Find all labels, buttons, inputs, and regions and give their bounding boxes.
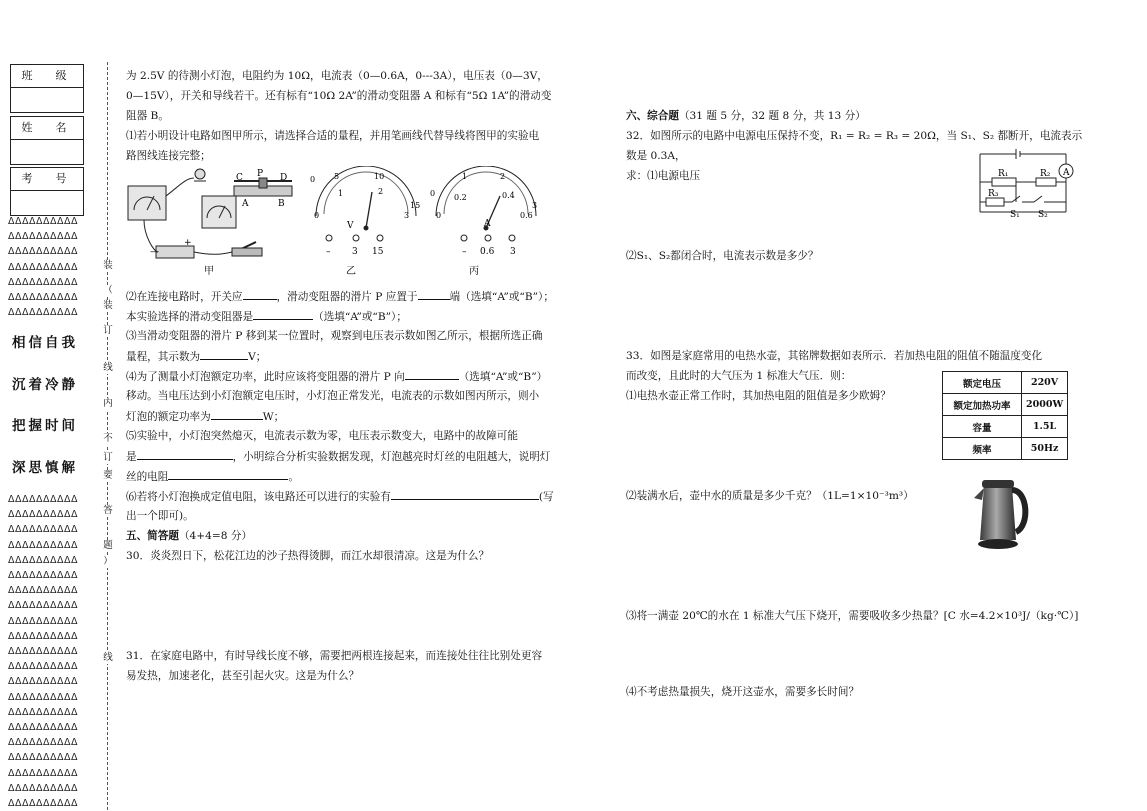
triangle-row: ΔΔΔΔΔΔΔΔΔΔ [8, 661, 78, 673]
blank-resistance-conclusion[interactable] [168, 466, 288, 480]
q29-p4-text-a: ⑷为了测量小灯泡额定功率，此时应该将变阻器的滑片 P 向 [126, 371, 405, 383]
triangle-row: ΔΔΔΔΔΔΔΔΔΔ [8, 630, 78, 642]
question-33-line2: 而改变，且此时的大气压为 1 标准大气压．则： [626, 370, 852, 382]
exam-no-label: 考 号 [11, 168, 83, 191]
triangle-row: ΔΔΔΔΔΔΔΔΔΔ [8, 615, 78, 627]
label-B: B [278, 199, 285, 209]
q29-p5-text-a: 是 [126, 451, 137, 463]
resistor-r1 [992, 178, 1016, 186]
q29-p6-text-b: (写 [538, 491, 554, 503]
triangle-row: ΔΔΔΔΔΔΔΔΔΔ [8, 798, 78, 809]
triangle-row: ΔΔΔΔΔΔΔΔΔΔ [8, 261, 78, 273]
binding-char: 装 [103, 260, 113, 271]
amp-letter: A [484, 219, 491, 229]
blank-fault-cause[interactable] [137, 446, 233, 460]
voltmeter-jia [202, 196, 236, 228]
section-5-score: （4+4=8 分） [178, 530, 253, 542]
q29-p2b-text-a: 本实验选择的滑动变阻器是 [126, 311, 254, 323]
binding-char: 订 [103, 452, 113, 463]
binding-char: 答 [103, 505, 113, 516]
kettle-image [972, 476, 1032, 552]
q29-part5-3 [126, 466, 299, 487]
table-row [943, 438, 1068, 460]
question-33-part2: ⑵装满水后，壶中水的质量是多少千克？（1L=1×10⁻³m³） [626, 490, 914, 502]
answer-area-33[interactable] [626, 706, 1076, 796]
section-5-title: 五、简答题 [126, 530, 179, 542]
q29-p2-text-b: ，滑动变阻器的滑片 P 应置于 [276, 291, 418, 303]
question-33-part3: ⑶将一满壶 20℃的水在 1 标准大气压下烧开，需要吸收多少热量？[C 水=4.2×10³J/（kg·℃）] [626, 610, 1079, 622]
q29-intro-3: 阻器 B。 [126, 110, 169, 122]
amp-outer-0: 0 [430, 189, 436, 198]
blank-rated-power[interactable] [211, 406, 263, 420]
s1-label: S₁ [1010, 210, 1020, 220]
triangle-row: ΔΔΔΔΔΔΔΔΔΔ [8, 539, 78, 551]
question-32-ask-1: 求：⑴电源电压 [626, 170, 701, 182]
q29-p2-text-a: ⑵在连接电路时，开关应 [126, 291, 243, 303]
class-box [10, 64, 84, 113]
r3-label: R₃ [988, 189, 999, 199]
q29-part5-1: ⑸实验中，小灯泡突然熄灭，电流表示数为零，电压表示数变大，电路中的故障可能 [126, 430, 518, 442]
q29-p3-text-a: 量程，其示数为 [126, 351, 201, 363]
table-row [943, 394, 1068, 416]
binding-char: 内 [103, 398, 113, 409]
q29-p5-text-b: ，小明综合分析实验数据发现，灯泡越亮时灯丝的电阻越大，说明灯 [232, 451, 551, 463]
q29-p5-text-d: 。 [288, 471, 299, 483]
label-A: A [242, 199, 249, 209]
q29-part4-3 [126, 406, 284, 427]
answer-area-31[interactable] [126, 690, 586, 800]
triangle-row: ΔΔΔΔΔΔΔΔΔΔ [8, 782, 78, 794]
q29-p2-text-c: 端（选填“A”或“B”）； [449, 291, 554, 303]
triangle-row: ΔΔΔΔΔΔΔΔΔΔ [8, 691, 78, 703]
amp-inner-1: 0.2 [454, 193, 467, 202]
triangle-row: ΔΔΔΔΔΔΔΔΔΔ [8, 216, 78, 227]
question-33-part4: ⑷不考虑热量损失，烧开这壶水，需要多长时间？ [626, 686, 860, 698]
q29-part2b [126, 306, 407, 327]
binding-char: 订 [103, 325, 113, 336]
triangle-row: ΔΔΔΔΔΔΔΔΔΔ [8, 524, 78, 536]
spec-key: 额定加热功率 [943, 394, 1022, 416]
spec-value: 1.5L [1022, 416, 1068, 438]
q29-p5-text-c: 丝的电阻 [126, 471, 169, 483]
question-30: 30．炎炎烈日下，松花江边的沙子热得烫脚，而江水却很清凉。这是为什么？ [126, 550, 490, 562]
q29-p4-text-b: （选填“A”或“B”） [458, 371, 548, 383]
spec-value: 50Hz [1022, 438, 1068, 460]
volt-inner-2: 2 [378, 187, 384, 196]
spec-key: 频率 [943, 438, 1022, 460]
motto-1: 相信自我 [12, 335, 78, 351]
blank-voltage-reading[interactable] [200, 346, 248, 360]
amp-term-minus: – [462, 247, 467, 257]
motto-4: 深思慎解 [12, 460, 78, 476]
question-33-line1: 33．如图是家庭常用的电热水壶，其铭牌数据如表所示．若加热电阻的阻值不随温度变化 [626, 350, 1043, 362]
q29-intro-2: 0—15V），开关和导线若干。还有标有“10Ω 2A”的滑动变阻器 A 和标有“5Ω 1A”的滑动变 [126, 90, 552, 102]
spec-value: 2000W [1022, 394, 1068, 416]
question-32-line1: 32．如图所示的电路中电源电压保持不变，R₁ = R₂ = R₃ = 20Ω，当 S₁、S₂ 都断开，电流表示 [626, 130, 1083, 142]
volt-term-minus: – [326, 247, 331, 257]
blank-other-experiment[interactable] [391, 486, 539, 500]
ammeter-label: A [1063, 168, 1070, 178]
q29-part6-1 [126, 486, 554, 507]
volt-outer-2: 10 [374, 172, 385, 181]
class-label: 班 级 [11, 65, 83, 88]
table-row [943, 416, 1068, 438]
triangle-row: ΔΔΔΔΔΔΔΔΔΔ [8, 554, 78, 566]
triangle-row: ΔΔΔΔΔΔΔΔΔΔ [8, 585, 78, 597]
volt-inner-0: 0 [314, 211, 320, 220]
q29-p4-text-d: W； [262, 411, 285, 423]
q29-part4-2: 移动。当电压达到小灯泡额定电压时，小灯泡正常发光，电流表的示数如图丙所示，则小 [126, 390, 540, 402]
triangle-row: ΔΔΔΔΔΔΔΔΔΔ [8, 722, 78, 733]
q29-part3-1: ⑶当滑动变阻器的滑片 P 移到某一位置时，观察到电压表示数如图乙所示，根据所选正确 [126, 330, 543, 342]
triangle-row: ΔΔΔΔΔΔΔΔΔΔ [8, 600, 78, 612]
blank-slider-direction[interactable] [405, 366, 459, 380]
name-field[interactable] [11, 140, 83, 164]
q29-p3-text-b: V； [248, 351, 267, 363]
amp-outer-2: 2 [500, 172, 506, 181]
exam-no-box [10, 167, 84, 216]
triangle-row: ΔΔΔΔΔΔΔΔΔΔ [8, 246, 78, 258]
name-label: 姓 名 [11, 117, 83, 140]
binding-char: ） [103, 556, 113, 567]
triangle-row: ΔΔΔΔΔΔΔΔΔΔ [8, 737, 78, 749]
spec-key: 额定电压 [943, 372, 1022, 394]
q29-part3-2 [126, 346, 266, 367]
r2-label: R₂ [1040, 169, 1051, 179]
motto-3: 把握时间 [12, 418, 78, 434]
battery-minus: — [150, 247, 159, 257]
blank-slider-end[interactable] [418, 286, 450, 300]
amp-inner-2: 0.4 [502, 191, 515, 200]
volt-inner-1: 1 [338, 189, 344, 198]
amp-term-06: 0.6 [480, 247, 495, 257]
blank-switch-state[interactable] [243, 286, 277, 300]
switch-s2 [1034, 196, 1042, 202]
class-field[interactable] [11, 88, 83, 112]
section-6-score: （31 题 5 分，32 题 8 分，共 13 分） [678, 110, 866, 122]
question-31-line1: 31．在家庭电路中，有时导线长度不够，需要把两根连接起来，而连接处往往比别处更容 [126, 650, 543, 662]
q29-part5-2 [126, 446, 550, 467]
amp-term-3: 3 [510, 247, 516, 257]
question-32-ask-2: ⑵S₁、S₂都闭合时，电流表示数是多少？ [626, 250, 819, 262]
answer-area-32-2[interactable] [626, 270, 1076, 340]
q29-part6-2: 出一个即可)。 [126, 510, 194, 522]
triangle-row: ΔΔΔΔΔΔΔΔΔΔ [8, 570, 78, 581]
q29-intro-1: 为 2.5V 的待测小灯泡，电阻约为 10Ω，电流表（0—0.6A，0---3A），电压表（0—3V， [126, 70, 548, 82]
amp-outer-1: 1 [462, 172, 468, 181]
label-D: D [280, 173, 288, 183]
label-P: P [257, 169, 264, 179]
volt-outer-3: 15 [410, 201, 421, 210]
q29-part1-1: ⑴若小明设计电路如图甲所示，请选择合适的量程，并用笔画线代替导线将图甲的实验电 [126, 130, 540, 142]
amp-inner-3: 0.6 [520, 211, 533, 220]
label-yi: 乙 [346, 266, 356, 277]
triangle-row: ΔΔΔΔΔΔΔΔΔΔ [8, 752, 78, 764]
q29-part4-1 [126, 366, 547, 387]
triangle-row: ΔΔΔΔΔΔΔΔΔΔ [8, 307, 78, 319]
volt-letter: V [347, 221, 354, 231]
binding-char: 线 [103, 362, 113, 373]
ammeter-bing [436, 166, 536, 241]
amp-inner-0: 0 [436, 211, 442, 220]
triangle-row: ΔΔΔΔΔΔΔΔΔΔ [8, 676, 78, 688]
triangle-row: ΔΔΔΔΔΔΔΔΔΔ [8, 292, 78, 303]
circuit-diagram-32 [972, 146, 1082, 222]
volt-term-15: 15 [372, 247, 384, 257]
section-6-heading [626, 106, 866, 126]
volt-outer-0: 0 [310, 175, 316, 184]
r1-label: R₁ [998, 169, 1009, 179]
motto-2: 沉着冷静 [12, 377, 78, 393]
volt-inner-3: 3 [404, 211, 410, 220]
circuit-jia [128, 169, 292, 258]
resistor-r2 [1036, 178, 1056, 186]
triangle-row: ΔΔΔΔΔΔΔΔΔΔ [8, 767, 78, 779]
question-31-line2: 易发热，加速老化，甚至引起火灾。这是为什么？ [126, 670, 360, 682]
answer-area-30[interactable] [126, 570, 586, 640]
amp-outer-3: 3 [532, 201, 538, 210]
name-box [10, 116, 84, 165]
blank-rheostat-choice[interactable] [253, 306, 313, 320]
triangle-row: ΔΔΔΔΔΔΔΔΔΔ [8, 276, 78, 288]
triangle-row: ΔΔΔΔΔΔΔΔΔΔ [8, 646, 78, 657]
resistor-r3 [986, 198, 1004, 206]
battery-plus: + [184, 238, 192, 248]
binding-char: 题 [103, 540, 113, 551]
lamp-jia [195, 169, 205, 179]
table-row [943, 372, 1068, 394]
question-33-part1: ⑴电热水壶正常工作时，其加热电阻的阻值是多少欧姆？ [626, 390, 891, 402]
q29-part2 [126, 286, 554, 307]
triangle-row: ΔΔΔΔΔΔΔΔΔΔ [8, 494, 78, 505]
binding-char: 不 [103, 433, 113, 444]
volt-term-3: 3 [352, 247, 358, 257]
spec-key: 容量 [943, 416, 1022, 438]
ammeter-jia [128, 186, 166, 220]
triangle-row: ΔΔΔΔΔΔΔΔΔΔ [8, 509, 78, 521]
label-bing: 丙 [469, 266, 479, 277]
nameplate-table [942, 371, 1068, 460]
experiment-figure [124, 166, 544, 278]
label-C: C [236, 173, 243, 183]
s2-label: S₂ [1038, 210, 1048, 220]
spec-value: 220V [1022, 372, 1068, 394]
voltmeter-yi [316, 166, 416, 241]
binding-char: 线 [103, 652, 113, 663]
binding-char: （ [103, 285, 113, 296]
binding-char: 装 [103, 300, 113, 311]
section-6-title: 六、综合题 [626, 110, 679, 122]
answer-area-32-1[interactable] [626, 190, 966, 240]
q29-part1-2: 路图线连接完整； [126, 150, 211, 162]
exam-no-field[interactable] [11, 191, 83, 215]
label-jia: 甲 [204, 266, 214, 277]
triangle-row: ΔΔΔΔΔΔΔΔΔΔ [8, 706, 78, 718]
triangle-row: ΔΔΔΔΔΔΔΔΔΔ [8, 231, 78, 243]
q29-p6-text-a: ⑹若将小灯泡换成定值电阻，该电路还可以进行的实验有 [126, 491, 391, 503]
binding-char: 要 [103, 470, 113, 481]
section-5-heading [126, 526, 252, 546]
q29-p4-text-c: 灯泡的额定功率为 [126, 411, 211, 423]
q29-p2b-text-b: （选填“A”或“B”）； [313, 311, 407, 323]
question-32-line2: 数是 0.3A， [626, 150, 686, 162]
volt-outer-1: 5 [334, 172, 340, 181]
